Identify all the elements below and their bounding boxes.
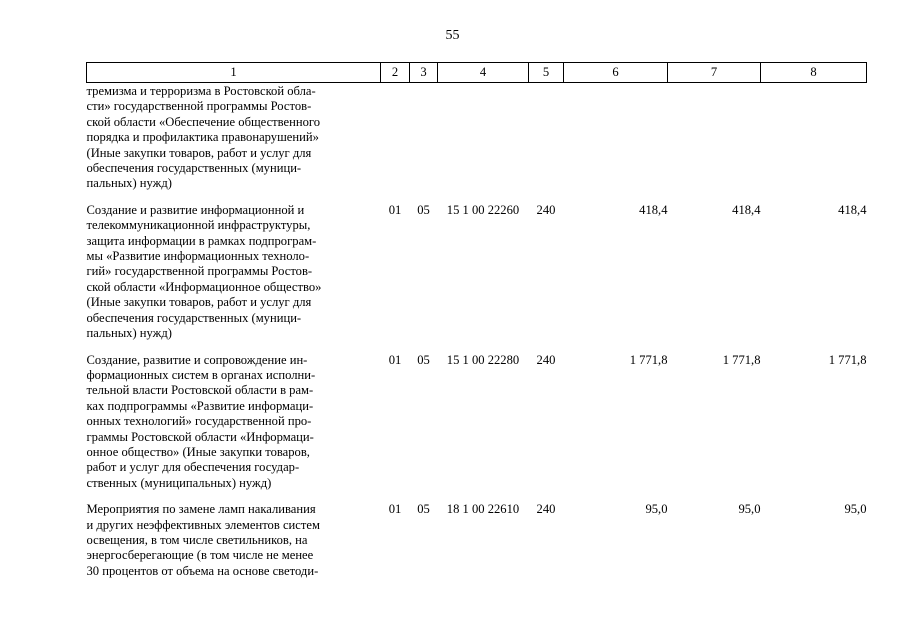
header-row bbox=[87, 63, 867, 83]
row-name bbox=[87, 202, 381, 342]
name-line: Мероприятия по замене ламп накаливания bbox=[86, 502, 316, 517]
cell-year3: 1 771,8 bbox=[828, 352, 867, 367]
cell-year3 bbox=[761, 83, 867, 192]
name-line: гий» государственной программы Ростов- bbox=[86, 264, 313, 279]
cell-year1: 1 771,8 bbox=[629, 352, 668, 367]
cell-rz: 01 bbox=[388, 202, 402, 217]
name-line: онное общество» (Иные закупки товаров, bbox=[86, 444, 310, 459]
header-col-4: 4 bbox=[438, 63, 529, 83]
name-line: мы «Развитие информационных техноло- bbox=[86, 249, 310, 264]
cell-year1: 418,4 bbox=[639, 202, 668, 217]
cell-rz: 01 bbox=[388, 352, 402, 367]
name-line: ках подпрограммы «Развитие информаци- bbox=[86, 398, 314, 413]
cell-pr: 05 bbox=[417, 502, 430, 517]
name-line: работ и услуг для обеспечения государ- bbox=[86, 460, 300, 475]
name-line: граммы Ростовской области «Информаци- bbox=[86, 429, 314, 444]
cell-year1: 95,0 bbox=[645, 502, 668, 517]
name-line: обеспечения государственных (муници- bbox=[86, 310, 302, 325]
name-line: порядка и профилактика правонарушений» bbox=[86, 130, 319, 145]
name-line: тельной власти Ростовской области в рам- bbox=[86, 383, 314, 398]
name-line: пальных) нужд) bbox=[86, 326, 172, 341]
name-line: энергосберегающие (в том числе не менее bbox=[86, 548, 314, 563]
name-line: освещения, в том числе светильников, на bbox=[86, 532, 308, 547]
name-line: ской области «Обеспечение общественного bbox=[86, 114, 321, 129]
header-col-5: 5 bbox=[529, 63, 564, 83]
cell-csr: 15 1 00 22260 bbox=[446, 202, 520, 217]
table-row bbox=[87, 352, 867, 492]
header-col-7: 7 bbox=[668, 63, 761, 83]
cell-vr: 240 bbox=[536, 202, 556, 217]
cell-vr: 240 bbox=[536, 502, 556, 517]
header-col-6: 6 bbox=[564, 63, 668, 83]
budget-table bbox=[86, 62, 867, 579]
row-name bbox=[87, 352, 381, 492]
row-name bbox=[87, 501, 381, 579]
cell-csr bbox=[438, 83, 529, 192]
cell-rz bbox=[381, 83, 410, 192]
cell-pr: 05 bbox=[417, 352, 430, 367]
header-col-8: 8 bbox=[761, 63, 867, 83]
name-line: онных технологий» государственной про- bbox=[86, 414, 312, 429]
cell-pr: 05 bbox=[417, 202, 430, 217]
name-line: сти» государственной программы Ростов- bbox=[86, 99, 312, 114]
row-name bbox=[87, 83, 381, 192]
name-line: пальных) нужд) bbox=[86, 176, 172, 191]
table-row bbox=[87, 202, 867, 342]
name-line: (Иные закупки товаров, работ и услуг для bbox=[86, 145, 312, 160]
cell-year2 bbox=[668, 83, 761, 192]
cell-year2: 418,4 bbox=[732, 202, 761, 217]
cell-csr: 15 1 00 22280 bbox=[446, 352, 520, 367]
cell-csr: 18 1 00 22610 bbox=[446, 502, 520, 517]
name-line: (Иные закупки товаров, работ и услуг для bbox=[86, 295, 312, 310]
name-line: формационных систем в органах исполни- bbox=[86, 367, 316, 382]
header-col-1: 1 bbox=[87, 63, 381, 83]
name-line: защита информации в рамках подпрограм- bbox=[86, 233, 317, 248]
cell-year3: 418,4 bbox=[838, 202, 867, 217]
name-line: ской области «Информационное общество» bbox=[86, 279, 322, 294]
table-row bbox=[87, 83, 867, 192]
name-line: 30 процентов от объема на основе светоди- bbox=[86, 563, 319, 578]
cell-year3: 95,0 bbox=[844, 502, 867, 517]
name-line: тремизма и терроризма в Ростовской обла- bbox=[86, 84, 316, 98]
cell-rz: 01 bbox=[388, 502, 402, 517]
name-line: и других неэффективных элементов систем bbox=[86, 517, 320, 532]
page-number: 55 bbox=[445, 28, 460, 43]
name-line: телекоммуникационной инфраструктуры, bbox=[86, 218, 311, 233]
cell-year1 bbox=[564, 83, 668, 192]
name-line: обеспечения государственных (муници- bbox=[86, 161, 302, 176]
cell-vr bbox=[529, 83, 564, 192]
name-line: ственных (муниципальных) нужд) bbox=[86, 475, 272, 490]
table-row bbox=[87, 501, 867, 579]
name-line: Создание, развитие и сопровождение ин- bbox=[86, 352, 308, 367]
header-col-2: 2 bbox=[381, 63, 410, 83]
cell-vr: 240 bbox=[536, 352, 556, 367]
cell-year2: 1 771,8 bbox=[722, 352, 761, 367]
cell-pr bbox=[410, 83, 438, 192]
name-line: Создание и развитие информационной и bbox=[86, 202, 305, 217]
cell-year2: 95,0 bbox=[738, 502, 761, 517]
header-col-3: 3 bbox=[410, 63, 438, 83]
